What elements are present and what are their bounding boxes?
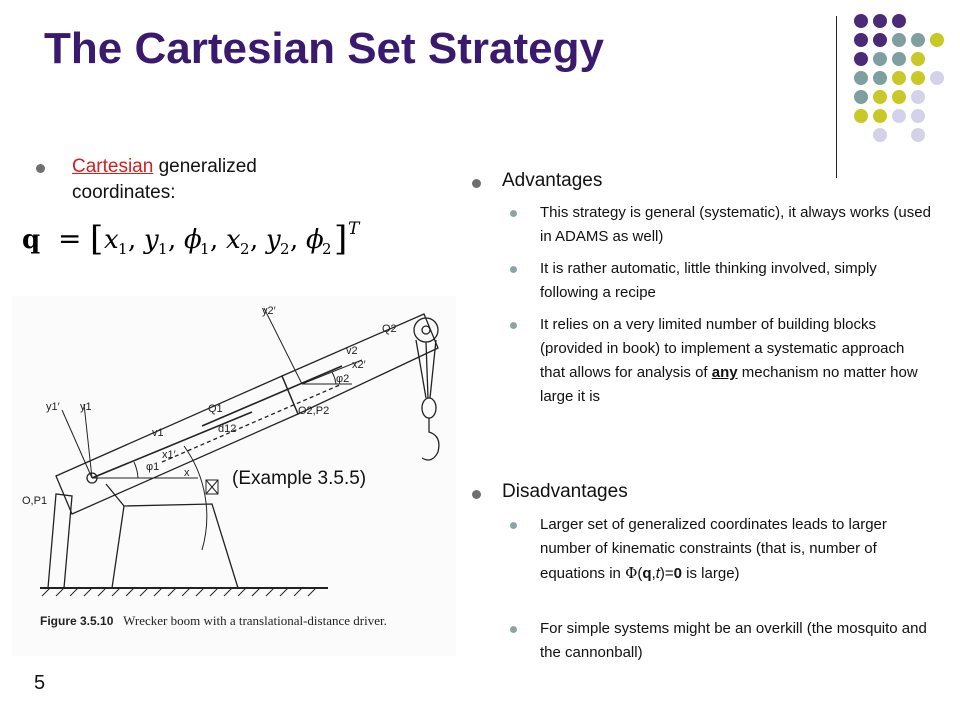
coordinate-vector-equation: [18, 210, 398, 266]
sub-bullet-marker: [510, 266, 517, 273]
svg-text:,: ,: [290, 225, 299, 255]
advantages-heading: Advantages: [502, 170, 603, 191]
label-x2p: x2′: [352, 359, 366, 371]
svg-text:,: ,: [168, 225, 177, 255]
svg-text:,: ,: [128, 225, 137, 255]
svg-text:1: 1: [118, 240, 128, 258]
svg-text:y: y: [266, 225, 281, 255]
example-reference: (Example 3.5.5): [232, 468, 367, 489]
svg-text:=: =: [58, 222, 82, 255]
label-o1p1: O,P1: [22, 495, 48, 507]
page-number: 5: [34, 672, 46, 694]
bullet-marker: [36, 164, 45, 173]
svg-text:2: 2: [322, 240, 332, 258]
equation-rhs: [90, 219, 361, 259]
svg-text:2: 2: [280, 240, 290, 258]
svg-text:x: x: [226, 225, 241, 255]
decorative-divider: [836, 16, 837, 178]
svg-text:,: ,: [250, 225, 259, 255]
label-y1: y1: [80, 401, 92, 413]
figure-caption-text: Wrecker boom with a translational-distance driver.: [123, 613, 387, 628]
sub-bullet-marker: [510, 210, 517, 217]
svg-text:[: [: [90, 219, 104, 259]
slide-title: The Cartesian Set Strategy: [44, 24, 604, 73]
svg-text:]: ]: [334, 219, 348, 259]
svg-text:1: 1: [158, 240, 168, 258]
advantage-item: It is rather automatic, little thinking involved, simply following a recipe: [540, 260, 877, 301]
label-v2: v2: [346, 345, 358, 357]
label-phi2: φ2: [336, 373, 350, 385]
label-q2: Q2: [382, 323, 397, 335]
svg-text:T: T: [348, 219, 360, 239]
svg-text:2: 2: [240, 240, 250, 258]
figure-caption-label: Figure 3.5.10: [40, 614, 114, 628]
disadvantages-heading: Disadvantages: [502, 481, 628, 502]
svg-text:ϕ: ϕ: [184, 225, 202, 255]
label-d12: d12: [218, 423, 237, 435]
cartesian-bullet-rest: generalized coordinates:: [72, 156, 257, 203]
label-y2p: y2′: [262, 305, 276, 317]
label-phi1: φ1: [146, 461, 160, 473]
label-y1p: y1′: [46, 401, 60, 413]
label-v1: v1: [152, 427, 164, 439]
bullet-marker: [472, 179, 481, 188]
disadvantage-item: Larger set of generalized coordinates leads to larger number of kinematic constraints (that is, number of equations in Φ(q,t)=0 is large): [540, 516, 887, 582]
label-x1p: x1′: [162, 449, 176, 461]
advantage-item: This strategy is general (systematic), it always works (used in ADAMS as well): [540, 204, 931, 245]
sub-bullet-marker: [510, 626, 517, 633]
advantage-item: It relies on a very limited number of building blocks (provided in book) to implement a systematic approach that allows for analysis of any mechanism no matter how large it is: [540, 316, 918, 405]
disadvantage-item: For simple systems might be an overkill (the mosquito and the cannonball): [540, 620, 927, 661]
emphasis-any: any: [711, 364, 738, 381]
cartesian-keyword: Cartesian: [72, 156, 154, 177]
label-o2p2: O2,P2: [298, 405, 330, 417]
label-q1: Q1: [208, 403, 223, 415]
phi-symbol: Φ: [625, 564, 638, 582]
svg-text:x: x: [104, 225, 119, 255]
decorative-dot-grid: [850, 12, 950, 162]
sub-bullet-marker: [510, 522, 517, 529]
svg-text:1: 1: [200, 240, 210, 258]
svg-text:,: ,: [210, 225, 219, 255]
label-x: x: [184, 467, 190, 479]
sub-bullet-marker: [510, 322, 517, 329]
figure-caption: [40, 612, 440, 630]
svg-text:y: y: [144, 225, 159, 255]
bullet-marker: [472, 490, 481, 499]
svg-text:ϕ: ϕ: [306, 225, 324, 255]
cartesian-coordinates-bullet: [72, 154, 332, 206]
equation-lhs: q: [22, 225, 41, 255]
